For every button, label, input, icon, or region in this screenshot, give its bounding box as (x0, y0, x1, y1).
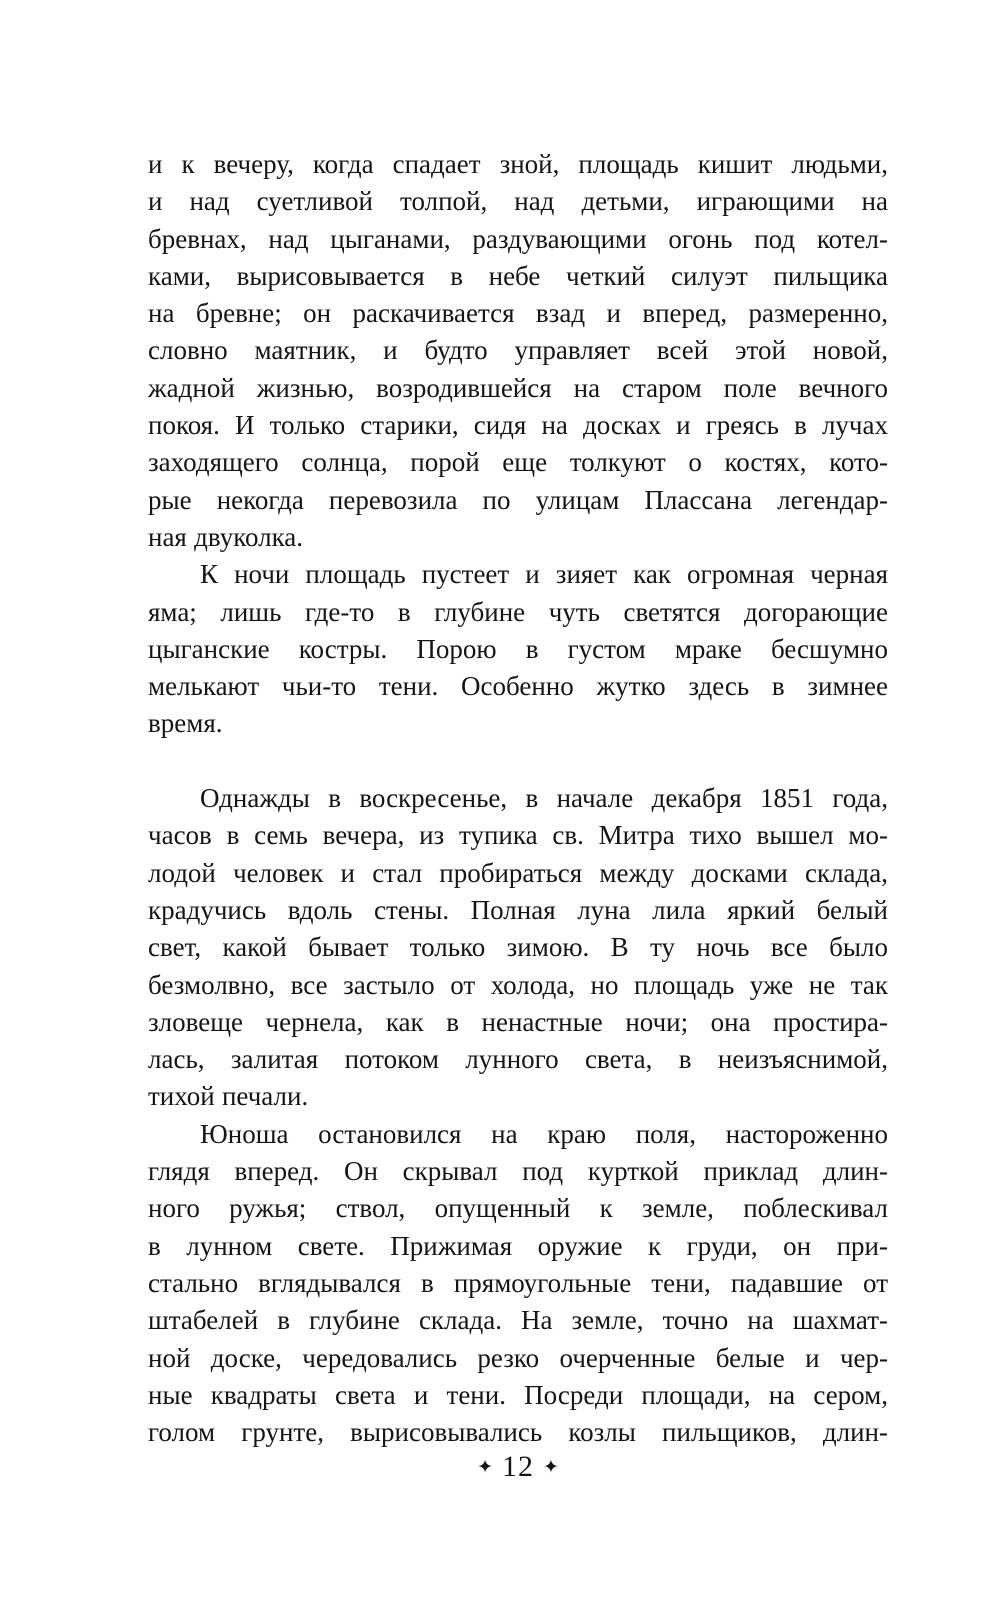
text-line: Юноша остановился на краю поля, настороженно (200, 1118, 888, 1149)
text-line: яма; лишь где-то в глубине чуть светятся догорающие (148, 596, 888, 627)
text-line: свет, какой бывает только зимою. В ту ночь все было (148, 932, 888, 963)
text-line: цыганские костры. Порою в густом мраке бесшумно (148, 633, 888, 664)
text-line: и к вечеру, когда спадает зной, площадь кишит людьми, (148, 149, 888, 179)
text-line: штабелей в глубине склада. На земле, точно на шахмат- (148, 1305, 888, 1336)
text-line: часов в семь вечера, из тупика св. Митра тихо вышел мо- (148, 820, 888, 851)
text-line: ками, вырисовывается в небе четкий силуэт пильщика (148, 260, 888, 291)
text-line: стально вглядывался в прямоугольные тени, падавшие от (148, 1267, 888, 1298)
footer-ornament-left-icon: ✦ (477, 1457, 493, 1478)
text-line: Однажды в воскресенье, в начале декабря 1851 года, (200, 783, 888, 814)
footer-ornament-right-icon: ✦ (543, 1457, 559, 1478)
text-line: тихой печали. (148, 1081, 309, 1112)
paragraph (148, 780, 888, 1116)
text-line: голом грунте, вырисовывались козлы пильщиков, длин- (148, 1417, 888, 1448)
text-line: лась, залитая потоком лунного света, в неизъяснимой, (148, 1044, 888, 1075)
page-text-block (148, 146, 888, 1451)
text-line: ной доске, чередовались резко очерченные белые и чер- (148, 1342, 888, 1373)
text-line: ного ружья; ствол, опущенный к земле, поблескивал (148, 1193, 888, 1224)
text-line: время. (148, 708, 223, 739)
text-line: крадучись вдоль стены. Полная луна лила яркий белый (148, 894, 888, 925)
text-line: рые некогда перевозила по улицам Плассана легендар- (148, 484, 888, 515)
text-line: покоя. И только старики, сидя на досках и греясь в лучах (148, 410, 888, 441)
text-line: лодой человек и стал пробираться между досками склада, (148, 857, 888, 888)
text-line: заходящего солнца, порой еще толкуют о костях, кото- (148, 447, 888, 478)
text-line: в лунном свете. Прижимая оружие к груди, он при- (148, 1230, 888, 1261)
paragraph (148, 1116, 888, 1452)
text-line: мелькают чьи-то тени. Особенно жутко здесь в зимнее (148, 671, 888, 702)
text-line: и над суетливой толпой, над детьми, играющими на (148, 186, 888, 217)
text-line: ные квадраты света и тени. Посреди площади, на сером, (148, 1379, 888, 1410)
text-line: на бревне; он раскачивается взад и вперед, размеренно, (148, 298, 888, 329)
text-line: глядя вперед. Он скрывал под курткой приклад длин- (148, 1156, 888, 1187)
paragraph (148, 556, 888, 742)
text-line: К ночи площадь пустеет и зияет как огромная черная (200, 559, 888, 590)
text-line: словно маятник, и будто управляет всей этой новой, (148, 335, 888, 366)
text-line: ная двуколка. (148, 521, 304, 552)
paragraph (148, 146, 888, 556)
page-footer (148, 1450, 888, 1485)
text-line: жадной жизнью, возродившейся на старом поле вечного (148, 372, 888, 403)
text-line: зловеще чернела, как в ненастные ночи; она простира- (148, 1006, 888, 1037)
page-number: 12 (502, 1450, 534, 1483)
text-line: безмолвно, все застыло от холода, но площадь уже не так (148, 969, 888, 1000)
text-line: бревнах, над цыганами, раздувающими огонь под котел- (148, 223, 888, 254)
